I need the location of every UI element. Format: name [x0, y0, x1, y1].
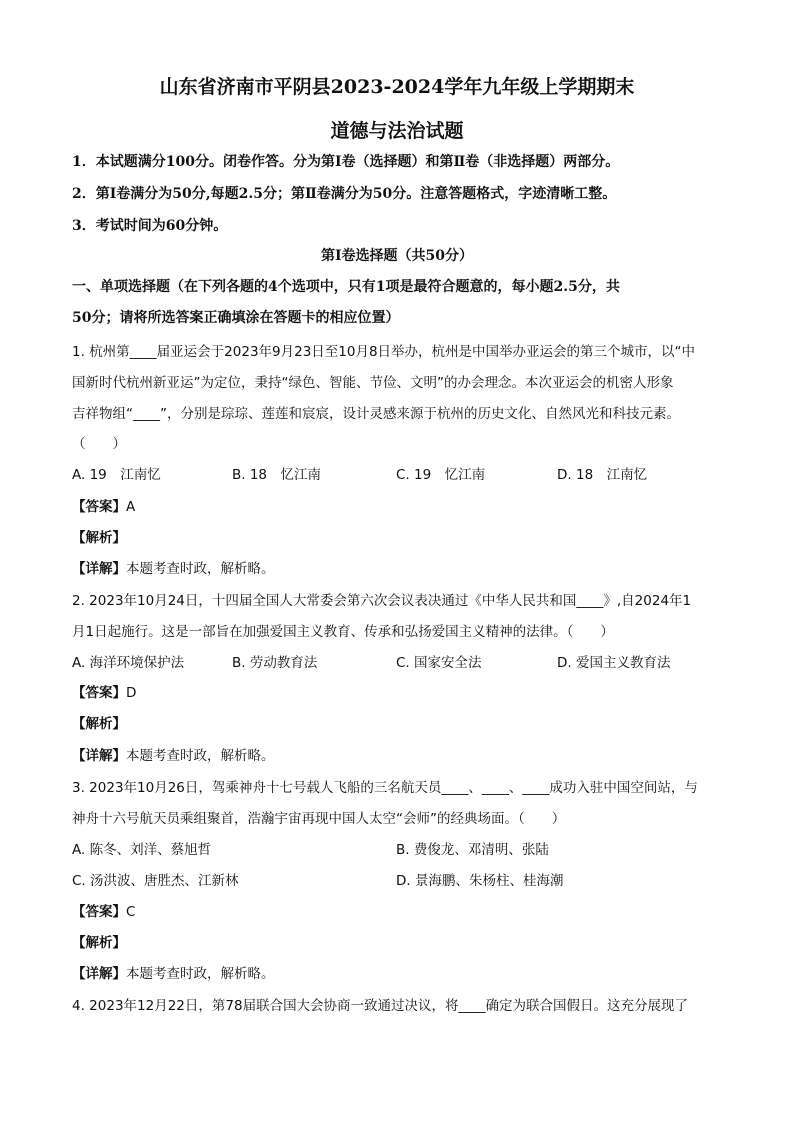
detail-text: 本题考查时政，解析略。: [126, 748, 275, 764]
question-2-option-c: C. 国家安全法: [396, 655, 482, 671]
answer-label: 【答案】: [72, 904, 126, 920]
question-1-detail: [72, 557, 275, 577]
question-1-line3: 吉祥物组“____”，分别是琮琮、莲莲和宸宸，设计灵感来源于杭州的历史文化、自然风光和科技元素。: [72, 406, 680, 422]
analysis-label: 【解析】: [72, 530, 126, 546]
answer-value: A: [126, 499, 136, 515]
section-intro-line2: 50分；请将所选答案正确填涂在答题卡的相应位置）: [72, 310, 400, 326]
question-4-line1: 4. 2023年12月22日，第78届联合国大会协商一致通过决议，将____确定为联合国假日。这充分展现了: [72, 998, 689, 1014]
question-1-line4: （ ）: [72, 436, 126, 452]
answer-label: 【答案】: [72, 685, 126, 701]
instruction-3: 3．考试时间为60分钟。: [72, 218, 228, 234]
section-heading: 第Ⅰ卷选择题（共50分）: [320, 248, 474, 264]
question-3-option-d: D. 景海鹏、朱杨柱、桂海潮: [396, 873, 564, 889]
question-3-option-b: B. 费俊龙、邓清明、张陆: [396, 842, 549, 858]
analysis-label: 【解析】: [72, 716, 126, 732]
exam-title: 山东省济南市平阴县2023-2024学年九年级上学期期末: [159, 76, 635, 98]
question-1-line2: 国新时代杭州新亚运”为定位，秉持“绿色、智能、节俭、文明”的办会理念。本次亚运会的机密人形象: [72, 375, 674, 391]
answer-label: 【答案】: [72, 499, 126, 515]
detail-label: 【详解】: [72, 748, 126, 764]
question-1-option-a: A. 19 江南忆: [72, 467, 161, 483]
question-3-line2: 神舟十六号航天员乘组聚首，浩瀚宇宙再现中国人太空“会师”的经典场面。（ ）: [72, 811, 566, 827]
detail-label: 【详解】: [72, 966, 126, 982]
question-1-option-c: C. 19 忆江南: [396, 467, 486, 483]
question-2-option-a: A. 海洋环境保护法: [72, 655, 185, 671]
question-3-detail: [72, 962, 275, 982]
question-3-option-a: A. 陈冬、刘洋、蔡旭哲: [72, 842, 212, 858]
detail-text: 本题考查时政，解析略。: [126, 966, 275, 982]
detail-text: 本题考查时政，解析略。: [126, 561, 275, 577]
instruction-2: 2．第Ⅰ卷满分为50分,每题2.5分；第Ⅱ卷满分为50分。注意答题格式，字迹清晰工整。: [72, 186, 617, 202]
question-1-answer: [72, 495, 135, 515]
question-2-analysis: [72, 712, 126, 732]
question-2-line1: 2. 2023年10月24日，十四届全国人大常委会第六次会议表决通过《中华人民共和国____》,自2024年1: [72, 593, 692, 609]
exam-subject: 道德与法治试题: [330, 120, 464, 142]
question-1-option-d: D. 18 江南忆: [557, 467, 648, 483]
question-3-line1: 3. 2023年10月26日，驾乘神舟十七号载人飞船的三名航天员____、____、____成功入驻中国空间站，与: [72, 780, 698, 796]
answer-value: C: [126, 904, 136, 920]
question-2-line2: 月1日起施行。这是一部旨在加强爱国主义教育、传承和弘扬爱国主义精神的法律。（ ）: [72, 624, 614, 640]
question-2-option-d: D. 爱国主义教育法: [557, 655, 671, 671]
question-1-option-b: B. 18 忆江南: [232, 467, 322, 483]
question-3-answer: [72, 900, 135, 920]
question-1-line1: 1. 杭州第____届亚运会于2023年9月23日至10月8日举办，杭州是中国举办亚运会的第三个城市，以“中: [72, 344, 696, 360]
question-2-answer: [72, 681, 136, 701]
instruction-1: 1．本试题满分100分。闭卷作答。分为第Ⅰ卷（选择题）和第Ⅱ卷（非选择题）两部分。: [72, 154, 620, 170]
question-1-analysis: [72, 526, 126, 546]
section-intro-line1: 一、单项选择题（在下列各题的4个选项中，只有1项是最符合题意的，每小题2.5分，共: [72, 279, 620, 295]
analysis-label: 【解析】: [72, 935, 126, 951]
question-3-option-c: C. 汤洪波、唐胜杰、江新林: [72, 873, 239, 889]
detail-label: 【详解】: [72, 561, 126, 577]
answer-value: D: [126, 685, 137, 701]
question-3-analysis: [72, 931, 126, 951]
question-2-detail: [72, 744, 275, 764]
question-2-option-b: B. 劳动教育法: [232, 655, 318, 671]
